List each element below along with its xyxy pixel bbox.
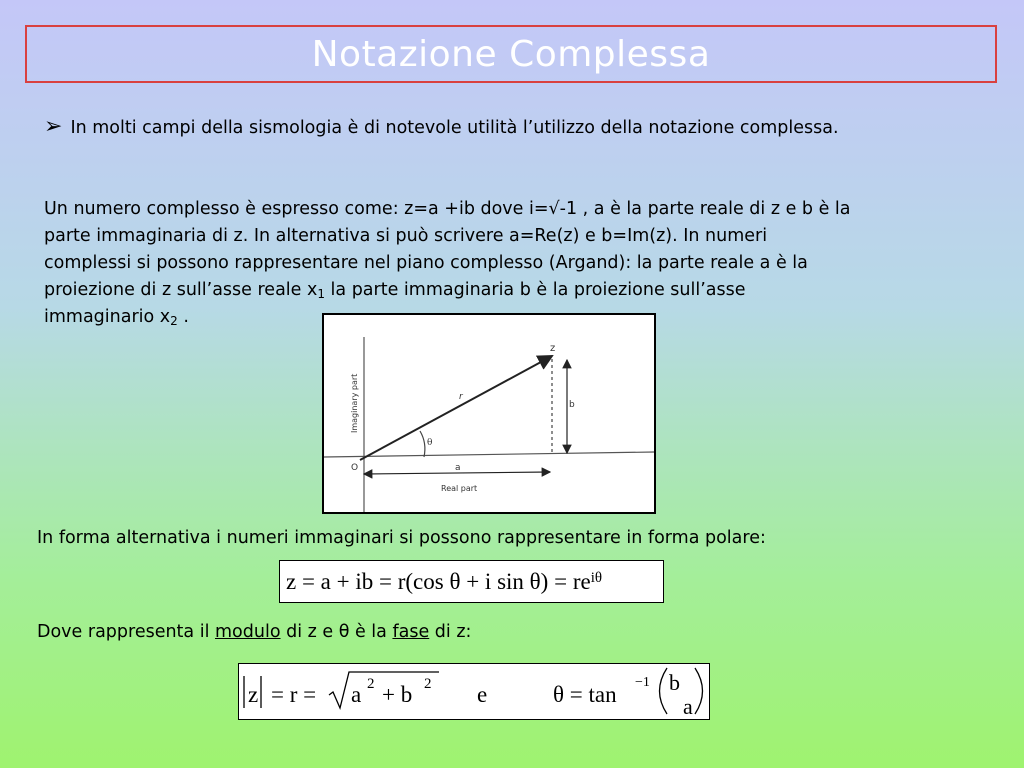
label-b: b bbox=[569, 400, 575, 410]
paragraph-line-1: Un numero complesso è espresso come: z=a +ib dove i=√-1 , a è la parte reale di z e b è la bbox=[44, 199, 851, 219]
argand-diagram bbox=[322, 313, 656, 514]
title-box bbox=[25, 25, 997, 83]
eq2-a: a bbox=[351, 682, 362, 707]
vector-r bbox=[360, 356, 552, 460]
eq2-z: z bbox=[248, 682, 259, 707]
label-a: a bbox=[455, 463, 461, 473]
label-theta: θ bbox=[427, 438, 433, 448]
eq2-inv: −1 bbox=[635, 675, 650, 690]
fase-term: fase bbox=[392, 622, 430, 642]
paragraph-line-2: parte immaginaria di z. In alternativa si può scrivere a=Re(z) e b=Im(z). In numeri bbox=[44, 226, 768, 246]
modulus-phase-svg bbox=[239, 664, 708, 718]
polar-equation-main: z = a + ib = r(cos θ + i sin θ) = re bbox=[286, 568, 591, 594]
page-title: Notazione Complessa bbox=[311, 33, 711, 75]
complex-number-paragraph bbox=[44, 196, 994, 331]
eq2-plus-b: + b bbox=[382, 682, 413, 707]
polar-form-intro: In forma alternativa i numeri immaginari si possono rappresentare in forma polare: bbox=[37, 528, 766, 548]
bullet-text: In molti campi della sismologia è di notevole utilità l’utilizzo della notazione complessa. bbox=[70, 118, 839, 138]
eq2-theta-tan: θ = tan bbox=[553, 682, 617, 707]
modulo-term: modulo bbox=[215, 622, 281, 642]
label-r: r bbox=[459, 392, 463, 402]
paragraph-line-4: proiezione di z sull’asse reale $x_1$ la parte immaginaria b è la proiezione sull’asse bbox=[44, 280, 746, 301]
eq2-sq2: 2 bbox=[424, 676, 432, 692]
polar-equation-exponent: iθ bbox=[590, 570, 603, 586]
theta-arc bbox=[420, 431, 425, 457]
left-paren bbox=[660, 668, 668, 714]
eq2-num: b bbox=[669, 670, 680, 695]
bullet-paragraph bbox=[44, 112, 944, 143]
polar-equation bbox=[279, 560, 664, 603]
eq2-conj: e bbox=[477, 682, 488, 707]
eq2-sq1: 2 bbox=[367, 676, 375, 692]
label-z: z bbox=[550, 343, 556, 354]
arrowhead-bullet-icon: ➢ bbox=[44, 114, 63, 139]
paragraph-line-3: complessi si possono rappresentare nel piano complesso (Argand): la parte reale a è la bbox=[44, 253, 808, 273]
label-imaginary-part: Imaginary part bbox=[350, 373, 359, 433]
right-paren bbox=[695, 668, 703, 714]
definition-line: Dove rappresenta il modulo di z e θ è la fase di z: bbox=[37, 622, 472, 642]
label-real-part: Real part bbox=[441, 484, 478, 493]
eq2-eq-r: = r = bbox=[271, 682, 317, 707]
modulus-phase-equation bbox=[238, 663, 710, 720]
paragraph-line-5: immaginario $x_2$ . bbox=[44, 307, 189, 328]
eq2-den: a bbox=[683, 694, 693, 718]
argand-diagram-svg bbox=[324, 315, 654, 512]
label-origin: O bbox=[351, 463, 359, 473]
